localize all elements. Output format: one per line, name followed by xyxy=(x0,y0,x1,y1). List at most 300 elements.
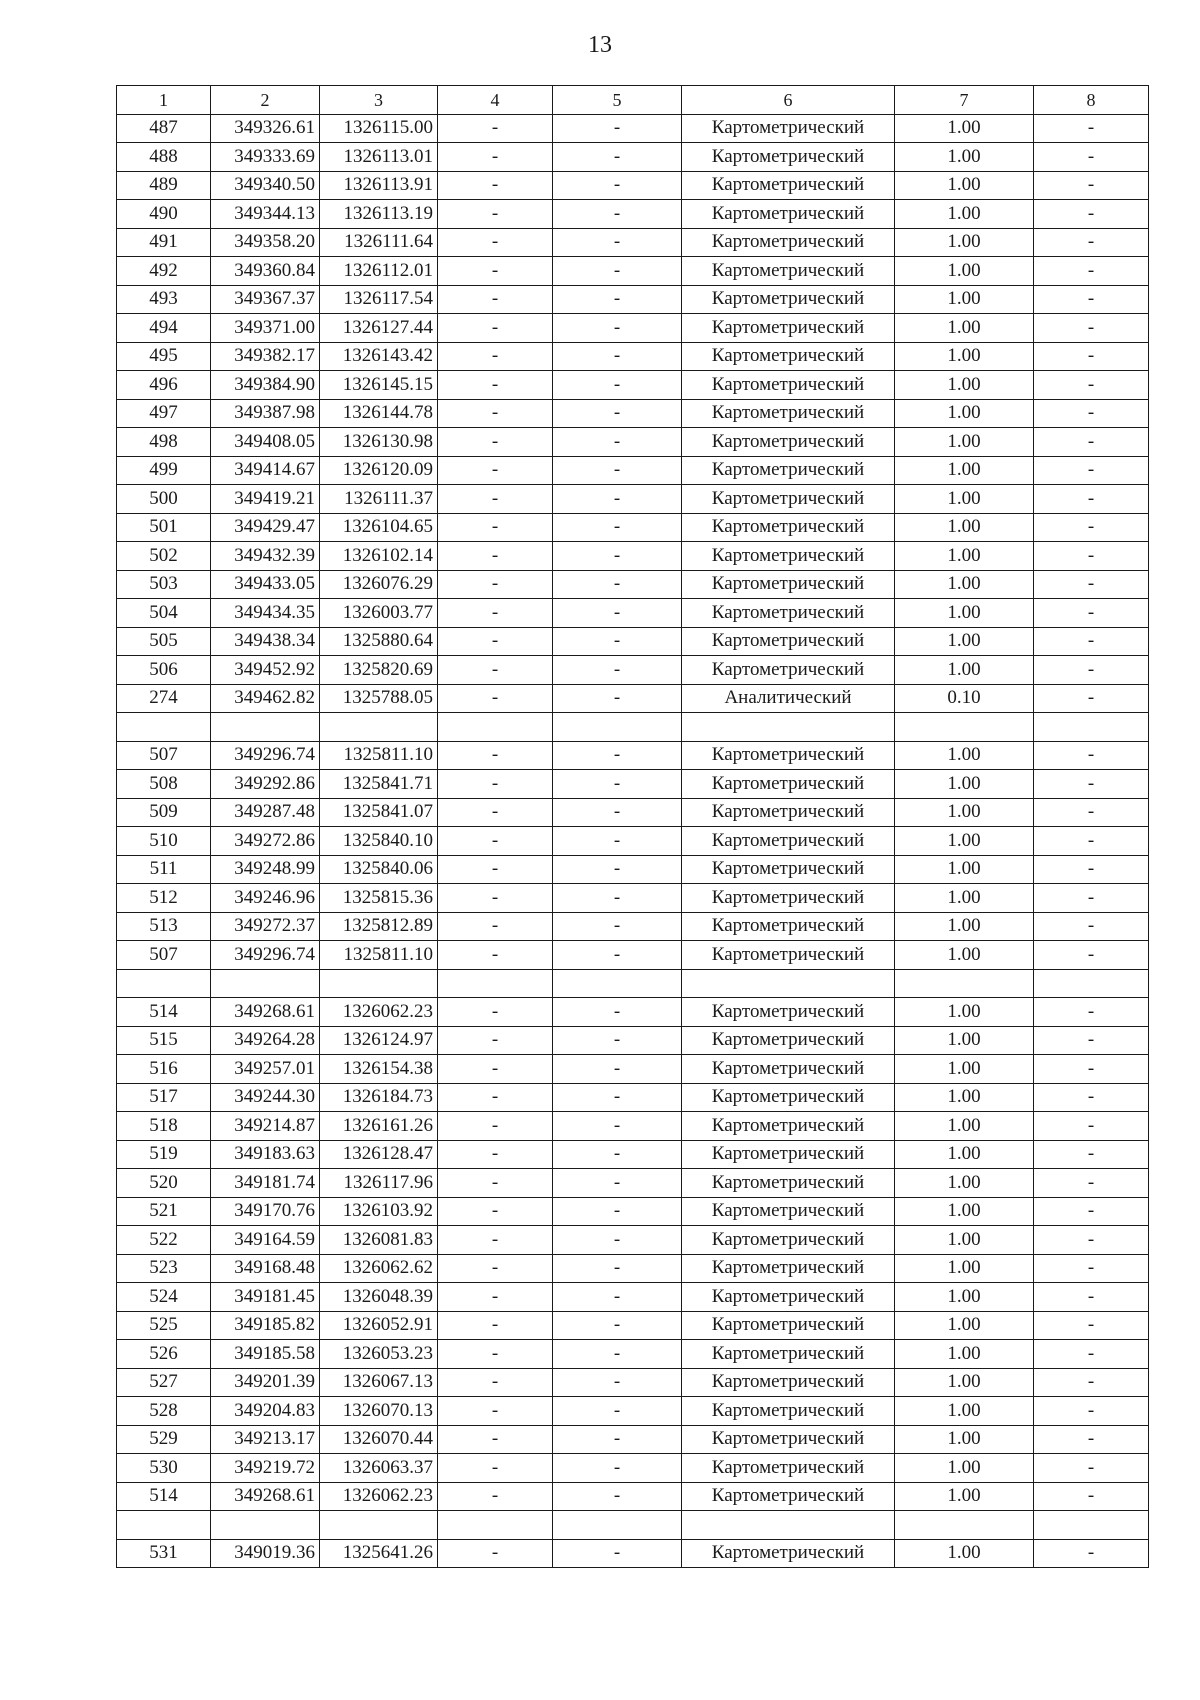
table-row xyxy=(117,314,1149,343)
cell-y-coordinate: 1326117.96 xyxy=(320,1169,438,1198)
cell-y-coordinate: 1325815.36 xyxy=(320,884,438,913)
cell-col-4: - xyxy=(438,428,553,457)
cell-x-coordinate: 349360.84 xyxy=(211,257,320,286)
cell-col-4: - xyxy=(438,171,553,200)
cell-point-number: 515 xyxy=(117,1026,211,1055)
cell-y-coordinate: 1326104.65 xyxy=(320,513,438,542)
table-row xyxy=(117,770,1149,799)
table-row xyxy=(117,456,1149,485)
cell-accuracy: 1.00 xyxy=(895,342,1034,371)
cell-col-5 xyxy=(553,969,682,998)
cell-col-4: - xyxy=(438,741,553,770)
header-cell: 4 xyxy=(438,86,553,115)
cell-accuracy: 1.00 xyxy=(895,1083,1034,1112)
cell-y-coordinate: 1326053.23 xyxy=(320,1340,438,1369)
cell-x-coordinate: 349344.13 xyxy=(211,200,320,229)
cell-x-coordinate: 349248.99 xyxy=(211,855,320,884)
cell-method: Картометрический xyxy=(682,941,895,970)
cell-point-number: 493 xyxy=(117,285,211,314)
cell-col-8: - xyxy=(1034,485,1149,514)
cell-x-coordinate: 349019.36 xyxy=(211,1539,320,1568)
cell-method: Картометрический xyxy=(682,827,895,856)
cell-col-5: - xyxy=(553,741,682,770)
cell-accuracy: 1.00 xyxy=(895,627,1034,656)
cell-col-4: - xyxy=(438,1397,553,1426)
cell-point-number: 529 xyxy=(117,1425,211,1454)
cell-col-5: - xyxy=(553,1026,682,1055)
cell-accuracy: 1.00 xyxy=(895,114,1034,143)
cell-x-coordinate: 349201.39 xyxy=(211,1368,320,1397)
table-row xyxy=(117,599,1149,628)
cell-x-coordinate: 349287.48 xyxy=(211,798,320,827)
cell-col-8: - xyxy=(1034,1112,1149,1141)
cell-x-coordinate: 349246.96 xyxy=(211,884,320,913)
cell-col-8: - xyxy=(1034,770,1149,799)
cell-point-number: 500 xyxy=(117,485,211,514)
cell-col-8 xyxy=(1034,1511,1149,1540)
cell-x-coordinate: 349408.05 xyxy=(211,428,320,457)
table-row xyxy=(117,371,1149,400)
cell-col-5: - xyxy=(553,1112,682,1141)
cell-method: Картометрический xyxy=(682,456,895,485)
cell-method: Картометрический xyxy=(682,627,895,656)
cell-method: Картометрический xyxy=(682,171,895,200)
cell-col-8: - xyxy=(1034,114,1149,143)
cell-point-number: 509 xyxy=(117,798,211,827)
cell-method: Картометрический xyxy=(682,542,895,571)
cell-method: Картометрический xyxy=(682,998,895,1027)
cell-method: Картометрический xyxy=(682,1311,895,1340)
cell-col-4: - xyxy=(438,770,553,799)
cell-y-coordinate: 1325811.10 xyxy=(320,941,438,970)
table-row xyxy=(117,1055,1149,1084)
cell-method: Картометрический xyxy=(682,1169,895,1198)
cell-point-number: 514 xyxy=(117,998,211,1027)
cell-accuracy: 1.00 xyxy=(895,456,1034,485)
header-cell: 6 xyxy=(682,86,895,115)
table-row xyxy=(117,1340,1149,1369)
cell-y-coordinate: 1326003.77 xyxy=(320,599,438,628)
cell-method: Картометрический xyxy=(682,371,895,400)
cell-accuracy: 1.00 xyxy=(895,1311,1034,1340)
table-row xyxy=(117,1112,1149,1141)
cell-point-number: 490 xyxy=(117,200,211,229)
cell-x-coordinate: 349433.05 xyxy=(211,570,320,599)
cell-col-8: - xyxy=(1034,1425,1149,1454)
cell-col-5: - xyxy=(553,827,682,856)
cell-col-5: - xyxy=(553,1340,682,1369)
cell-col-5: - xyxy=(553,1169,682,1198)
cell-accuracy: 1.00 xyxy=(895,228,1034,257)
cell-col-8: - xyxy=(1034,1340,1149,1369)
cell-y-coordinate: 1325788.05 xyxy=(320,684,438,713)
cell-col-8: - xyxy=(1034,1368,1149,1397)
cell-accuracy xyxy=(895,1511,1034,1540)
cell-accuracy: 1.00 xyxy=(895,1226,1034,1255)
cell-y-coordinate: 1325840.06 xyxy=(320,855,438,884)
cell-x-coordinate: 349272.86 xyxy=(211,827,320,856)
cell-point-number: 518 xyxy=(117,1112,211,1141)
table-row xyxy=(117,827,1149,856)
cell-col-8: - xyxy=(1034,1083,1149,1112)
cell-point-number: 516 xyxy=(117,1055,211,1084)
header-cell: 1 xyxy=(117,86,211,115)
cell-accuracy: 1.00 xyxy=(895,855,1034,884)
cell-col-8: - xyxy=(1034,1397,1149,1426)
cell-col-4: - xyxy=(438,798,553,827)
cell-col-5: - xyxy=(553,1368,682,1397)
cell-col-4: - xyxy=(438,941,553,970)
cell-col-5: - xyxy=(553,941,682,970)
table-row xyxy=(117,941,1149,970)
cell-col-4 xyxy=(438,969,553,998)
cell-y-coordinate: 1325812.89 xyxy=(320,912,438,941)
cell-col-8: - xyxy=(1034,656,1149,685)
cell-accuracy: 1.00 xyxy=(895,314,1034,343)
cell-y-coordinate xyxy=(320,969,438,998)
cell-col-5: - xyxy=(553,855,682,884)
cell-col-4: - xyxy=(438,912,553,941)
header-cell: 8 xyxy=(1034,86,1149,115)
cell-accuracy: 1.00 xyxy=(895,1539,1034,1568)
cell-x-coordinate: 349214.87 xyxy=(211,1112,320,1141)
cell-x-coordinate: 349296.74 xyxy=(211,941,320,970)
cell-col-5: - xyxy=(553,1140,682,1169)
cell-accuracy xyxy=(895,713,1034,742)
cell-method: Картометрический xyxy=(682,314,895,343)
cell-accuracy: 1.00 xyxy=(895,1055,1034,1084)
cell-x-coordinate: 349419.21 xyxy=(211,485,320,514)
cell-col-8 xyxy=(1034,969,1149,998)
cell-x-coordinate: 349333.69 xyxy=(211,143,320,172)
cell-col-8: - xyxy=(1034,1539,1149,1568)
cell-col-8: - xyxy=(1034,1311,1149,1340)
cell-point-number: 496 xyxy=(117,371,211,400)
cell-method: Аналитический xyxy=(682,684,895,713)
cell-x-coordinate: 349382.17 xyxy=(211,342,320,371)
cell-col-5 xyxy=(553,1511,682,1540)
cell-method: Картометрический xyxy=(682,228,895,257)
cell-x-coordinate: 349268.61 xyxy=(211,1482,320,1511)
cell-x-coordinate: 349185.58 xyxy=(211,1340,320,1369)
cell-point-number: 513 xyxy=(117,912,211,941)
cell-y-coordinate: 1325841.07 xyxy=(320,798,438,827)
cell-col-8: - xyxy=(1034,912,1149,941)
table-row xyxy=(117,342,1149,371)
cell-col-5: - xyxy=(553,1283,682,1312)
cell-method: Картометрический xyxy=(682,1055,895,1084)
cell-method: Картометрический xyxy=(682,1454,895,1483)
cell-col-5: - xyxy=(553,998,682,1027)
cell-col-8: - xyxy=(1034,228,1149,257)
cell-method: Картометрический xyxy=(682,1482,895,1511)
cell-y-coordinate: 1326062.23 xyxy=(320,1482,438,1511)
header-cell: 3 xyxy=(320,86,438,115)
cell-accuracy: 1.00 xyxy=(895,570,1034,599)
cell-col-5: - xyxy=(553,428,682,457)
cell-col-4: - xyxy=(438,371,553,400)
cell-col-4: - xyxy=(438,200,553,229)
cell-col-8: - xyxy=(1034,542,1149,571)
cell-y-coordinate: 1326076.29 xyxy=(320,570,438,599)
cell-method: Картометрический xyxy=(682,1026,895,1055)
cell-method: Картометрический xyxy=(682,599,895,628)
cell-y-coordinate: 1326130.98 xyxy=(320,428,438,457)
cell-method: Картометрический xyxy=(682,1140,895,1169)
cell-y-coordinate: 1326143.42 xyxy=(320,342,438,371)
table-row xyxy=(117,855,1149,884)
cell-x-coordinate: 349367.37 xyxy=(211,285,320,314)
cell-y-coordinate: 1326081.83 xyxy=(320,1226,438,1255)
table-row xyxy=(117,570,1149,599)
cell-y-coordinate: 1326161.26 xyxy=(320,1112,438,1141)
cell-col-4: - xyxy=(438,143,553,172)
cell-col-4 xyxy=(438,1511,553,1540)
cell-col-4: - xyxy=(438,656,553,685)
cell-accuracy: 1.00 xyxy=(895,143,1034,172)
cell-y-coordinate: 1325841.71 xyxy=(320,770,438,799)
cell-y-coordinate xyxy=(320,1511,438,1540)
cell-y-coordinate: 1326062.23 xyxy=(320,998,438,1027)
cell-accuracy: 1.00 xyxy=(895,912,1034,941)
cell-col-5: - xyxy=(553,200,682,229)
cell-accuracy: 1.00 xyxy=(895,827,1034,856)
cell-col-5: - xyxy=(553,1482,682,1511)
cell-accuracy: 1.00 xyxy=(895,257,1034,286)
cell-col-4: - xyxy=(438,627,553,656)
cell-accuracy: 1.00 xyxy=(895,798,1034,827)
cell-method: Картометрический xyxy=(682,656,895,685)
cell-method: Картометрический xyxy=(682,114,895,143)
cell-accuracy: 1.00 xyxy=(895,485,1034,514)
table-body xyxy=(117,86,1149,1568)
cell-col-8: - xyxy=(1034,684,1149,713)
cell-x-coordinate: 349244.30 xyxy=(211,1083,320,1112)
cell-col-5: - xyxy=(553,1083,682,1112)
cell-col-4: - xyxy=(438,257,553,286)
cell-col-4: - xyxy=(438,399,553,428)
cell-x-coordinate: 349340.50 xyxy=(211,171,320,200)
cell-x-coordinate: 349292.86 xyxy=(211,770,320,799)
cell-col-8: - xyxy=(1034,599,1149,628)
cell-point-number: 502 xyxy=(117,542,211,571)
cell-accuracy: 1.00 xyxy=(895,513,1034,542)
table-row xyxy=(117,1226,1149,1255)
cell-method: Картометрический xyxy=(682,143,895,172)
cell-point-number: 528 xyxy=(117,1397,211,1426)
cell-accuracy: 0.10 xyxy=(895,684,1034,713)
cell-col-4: - xyxy=(438,827,553,856)
cell-point-number: 507 xyxy=(117,741,211,770)
table-row xyxy=(117,1425,1149,1454)
cell-x-coordinate: 349429.47 xyxy=(211,513,320,542)
table-row xyxy=(117,1169,1149,1198)
cell-col-5: - xyxy=(553,1311,682,1340)
cell-point-number: 489 xyxy=(117,171,211,200)
cell-accuracy: 1.00 xyxy=(895,1197,1034,1226)
cell-point-number: 501 xyxy=(117,513,211,542)
cell-accuracy: 1.00 xyxy=(895,428,1034,457)
cell-x-coordinate: 349432.39 xyxy=(211,542,320,571)
cell-col-4 xyxy=(438,713,553,742)
cell-x-coordinate: 349296.74 xyxy=(211,741,320,770)
cell-y-coordinate: 1326113.19 xyxy=(320,200,438,229)
cell-col-8: - xyxy=(1034,941,1149,970)
cell-accuracy: 1.00 xyxy=(895,1368,1034,1397)
cell-point-number: 522 xyxy=(117,1226,211,1255)
cell-accuracy: 1.00 xyxy=(895,399,1034,428)
cell-method: Картометрический xyxy=(682,513,895,542)
cell-point-number: 488 xyxy=(117,143,211,172)
table-row xyxy=(117,485,1149,514)
cell-x-coordinate: 349438.34 xyxy=(211,627,320,656)
cell-col-5: - xyxy=(553,285,682,314)
cell-accuracy: 1.00 xyxy=(895,1026,1034,1055)
cell-point-number: 495 xyxy=(117,342,211,371)
cell-col-5: - xyxy=(553,456,682,485)
coordinates-table xyxy=(116,85,1149,1568)
cell-method: Картометрический xyxy=(682,741,895,770)
cell-col-4: - xyxy=(438,1482,553,1511)
cell-col-8: - xyxy=(1034,798,1149,827)
cell-col-8: - xyxy=(1034,399,1149,428)
cell-col-4: - xyxy=(438,1026,553,1055)
cell-col-4: - xyxy=(438,684,553,713)
cell-col-4: - xyxy=(438,342,553,371)
cell-col-8: - xyxy=(1034,570,1149,599)
table-row xyxy=(117,998,1149,1027)
table-row xyxy=(117,1511,1149,1540)
cell-method: Картометрический xyxy=(682,1425,895,1454)
cell-method: Картометрический xyxy=(682,912,895,941)
cell-accuracy: 1.00 xyxy=(895,1112,1034,1141)
cell-accuracy: 1.00 xyxy=(895,1283,1034,1312)
cell-method: Картометрический xyxy=(682,1340,895,1369)
cell-method: Картометрический xyxy=(682,257,895,286)
cell-point-number: 519 xyxy=(117,1140,211,1169)
cell-y-coordinate: 1326067.13 xyxy=(320,1368,438,1397)
cell-point-number: 505 xyxy=(117,627,211,656)
cell-col-8: - xyxy=(1034,513,1149,542)
cell-col-5: - xyxy=(553,143,682,172)
cell-point-number: 503 xyxy=(117,570,211,599)
table-row xyxy=(117,1454,1149,1483)
cell-y-coordinate: 1326115.00 xyxy=(320,114,438,143)
cell-col-5: - xyxy=(553,542,682,571)
table-row xyxy=(117,627,1149,656)
table-row xyxy=(117,884,1149,913)
cell-point-number: 504 xyxy=(117,599,211,628)
table-row xyxy=(117,912,1149,941)
cell-point-number: 520 xyxy=(117,1169,211,1198)
table-row xyxy=(117,1368,1149,1397)
cell-x-coordinate: 349185.82 xyxy=(211,1311,320,1340)
table-row xyxy=(117,713,1149,742)
cell-col-5: - xyxy=(553,570,682,599)
cell-accuracy: 1.00 xyxy=(895,1169,1034,1198)
cell-point-number: 517 xyxy=(117,1083,211,1112)
cell-method: Картометрический xyxy=(682,1083,895,1112)
header-cell: 7 xyxy=(895,86,1034,115)
cell-col-5: - xyxy=(553,1397,682,1426)
cell-col-5 xyxy=(553,713,682,742)
header-cell: 2 xyxy=(211,86,320,115)
cell-col-8: - xyxy=(1034,1055,1149,1084)
cell-col-8: - xyxy=(1034,1454,1149,1483)
cell-col-4: - xyxy=(438,114,553,143)
cell-accuracy: 1.00 xyxy=(895,1140,1034,1169)
cell-col-5: - xyxy=(553,627,682,656)
cell-accuracy: 1.00 xyxy=(895,599,1034,628)
cell-accuracy: 1.00 xyxy=(895,1397,1034,1426)
cell-col-4: - xyxy=(438,1140,553,1169)
table-row xyxy=(117,684,1149,713)
cell-col-8: - xyxy=(1034,342,1149,371)
cell-x-coordinate: 349219.72 xyxy=(211,1454,320,1483)
cell-y-coordinate: 1326070.13 xyxy=(320,1397,438,1426)
table-row xyxy=(117,143,1149,172)
cell-col-4: - xyxy=(438,542,553,571)
cell-method: Картометрический xyxy=(682,1368,895,1397)
cell-x-coordinate: 349434.35 xyxy=(211,599,320,628)
table-row xyxy=(117,257,1149,286)
cell-x-coordinate: 349371.00 xyxy=(211,314,320,343)
cell-accuracy: 1.00 xyxy=(895,1254,1034,1283)
cell-col-5: - xyxy=(553,1454,682,1483)
cell-point-number: 527 xyxy=(117,1368,211,1397)
cell-method: Картометрический xyxy=(682,200,895,229)
cell-col-5: - xyxy=(553,171,682,200)
cell-x-coordinate xyxy=(211,1511,320,1540)
cell-point-number: 511 xyxy=(117,855,211,884)
cell-y-coordinate: 1326111.64 xyxy=(320,228,438,257)
cell-point-number: 499 xyxy=(117,456,211,485)
cell-y-coordinate: 1326063.37 xyxy=(320,1454,438,1483)
table-row xyxy=(117,399,1149,428)
cell-accuracy: 1.00 xyxy=(895,1425,1034,1454)
cell-col-8: - xyxy=(1034,1482,1149,1511)
cell-x-coordinate: 349264.28 xyxy=(211,1026,320,1055)
cell-col-5: - xyxy=(553,1425,682,1454)
cell-y-coordinate: 1326184.73 xyxy=(320,1083,438,1112)
cell-col-4: - xyxy=(438,1083,553,1112)
page-number: 13 xyxy=(588,32,612,58)
cell-method: Картометрический xyxy=(682,1226,895,1255)
cell-method: Картометрический xyxy=(682,570,895,599)
cell-x-coordinate: 349268.61 xyxy=(211,998,320,1027)
cell-col-8: - xyxy=(1034,627,1149,656)
cell-y-coordinate: 1326113.01 xyxy=(320,143,438,172)
cell-y-coordinate: 1326048.39 xyxy=(320,1283,438,1312)
cell-point-number: 498 xyxy=(117,428,211,457)
cell-x-coordinate: 349213.17 xyxy=(211,1425,320,1454)
cell-accuracy: 1.00 xyxy=(895,542,1034,571)
cell-x-coordinate: 349257.01 xyxy=(211,1055,320,1084)
table-row xyxy=(117,1283,1149,1312)
cell-x-coordinate: 349168.48 xyxy=(211,1254,320,1283)
cell-method xyxy=(682,1511,895,1540)
cell-col-4: - xyxy=(438,855,553,884)
cell-col-5: - xyxy=(553,257,682,286)
cell-accuracy: 1.00 xyxy=(895,200,1034,229)
cell-method: Картометрический xyxy=(682,1397,895,1426)
cell-method: Картометрический xyxy=(682,1112,895,1141)
header-cell: 5 xyxy=(553,86,682,115)
cell-point-number: 514 xyxy=(117,1482,211,1511)
cell-x-coordinate: 349384.90 xyxy=(211,371,320,400)
cell-col-4: - xyxy=(438,513,553,542)
cell-method: Картометрический xyxy=(682,399,895,428)
